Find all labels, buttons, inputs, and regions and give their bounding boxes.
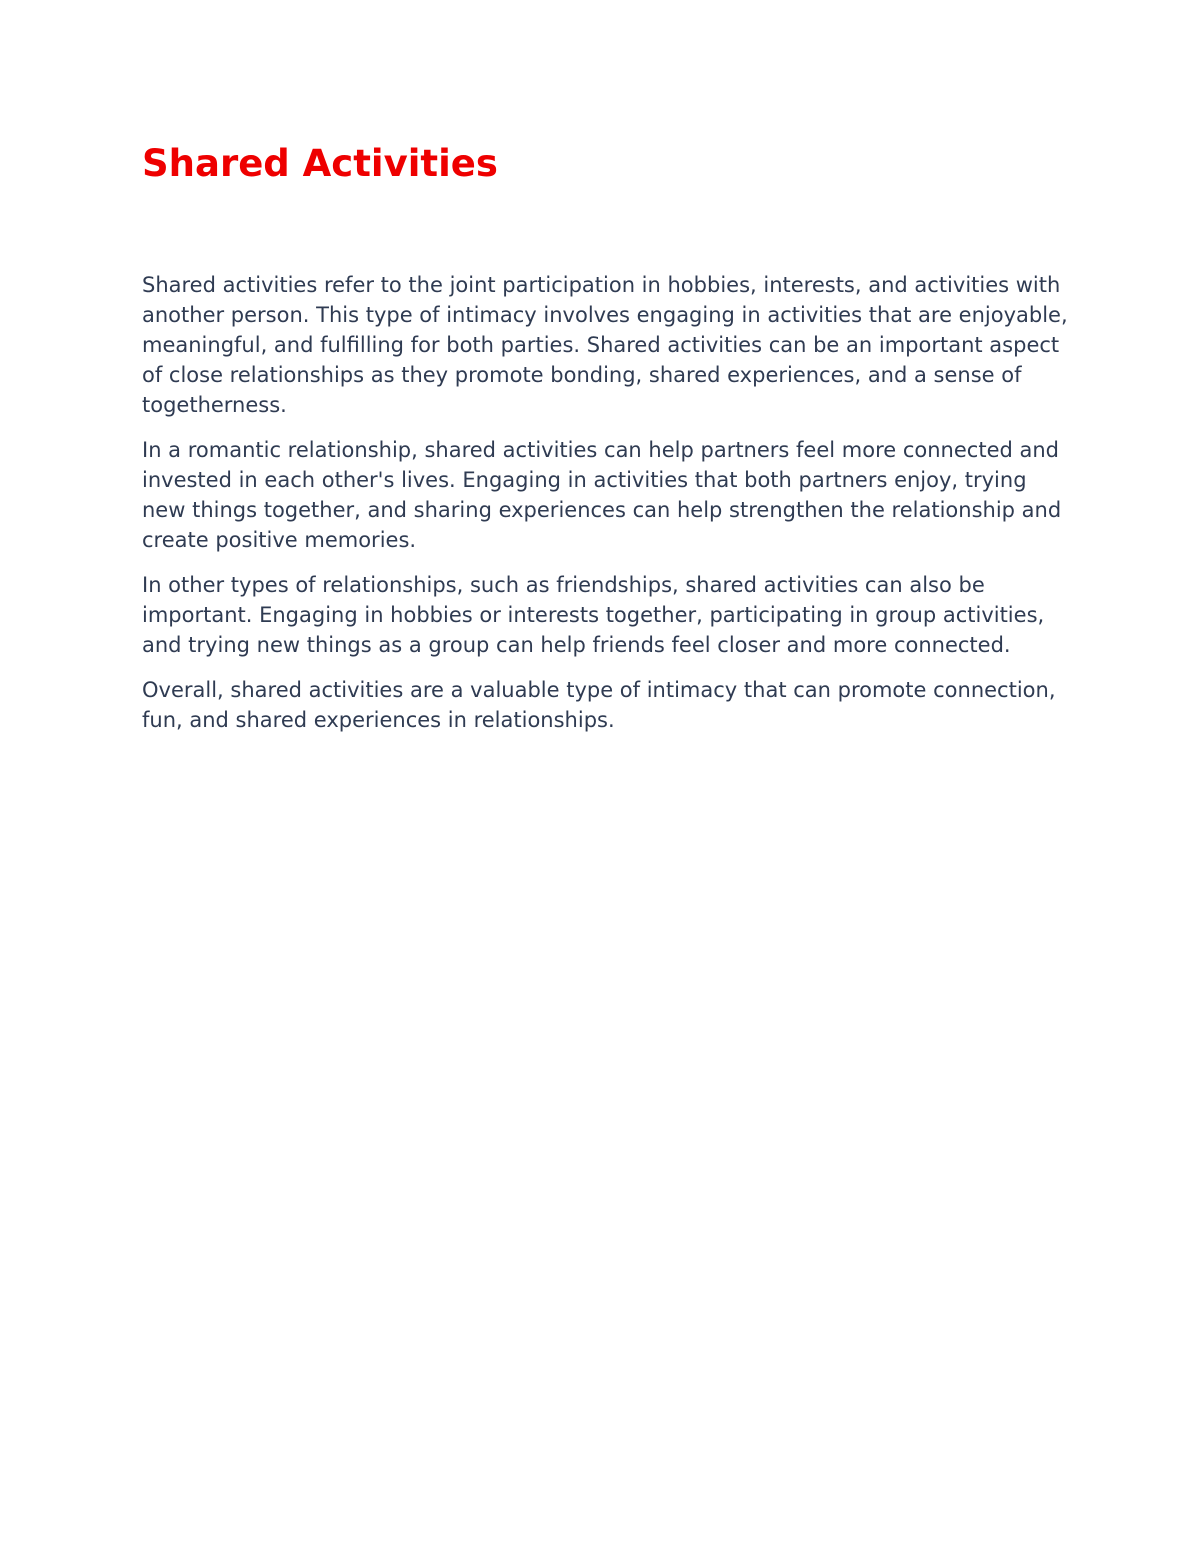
document-title: Shared Activities [142, 142, 498, 185]
document-body [142, 270, 1072, 735]
paragraph-definition: Shared activities refer to the joint participation in hobbies, interests, and activities with another person. This type of intimacy involves engaging in activities that are enjoyable, meaningful, and fulfilling for both parties. Shared activities can be an important aspect of close relationships as they promote bonding, shared experiences, and a sense of togetherness. [142, 273, 1068, 417]
paragraph-other-relationships: In other types of relationships, such as friendships, shared activities can also be important. Engaging in hobbies or interests together, participating in group activities, and trying new things as a group can help friends feel closer and more connected. [142, 573, 1045, 657]
paragraph-overall: Overall, shared activities are a valuable type of intimacy that can promote connection, fun, and shared experiences in relationships. [142, 678, 1056, 732]
paragraph-romantic-relationship: In a romantic relationship, shared activities can help partners feel more connected and invested in each other's lives. Engaging in activities that both partners enjoy, trying new things together, and sharing experiences can help strengthen the relationship and create positive memories. [142, 438, 1062, 552]
document-content [142, 140, 1072, 750]
